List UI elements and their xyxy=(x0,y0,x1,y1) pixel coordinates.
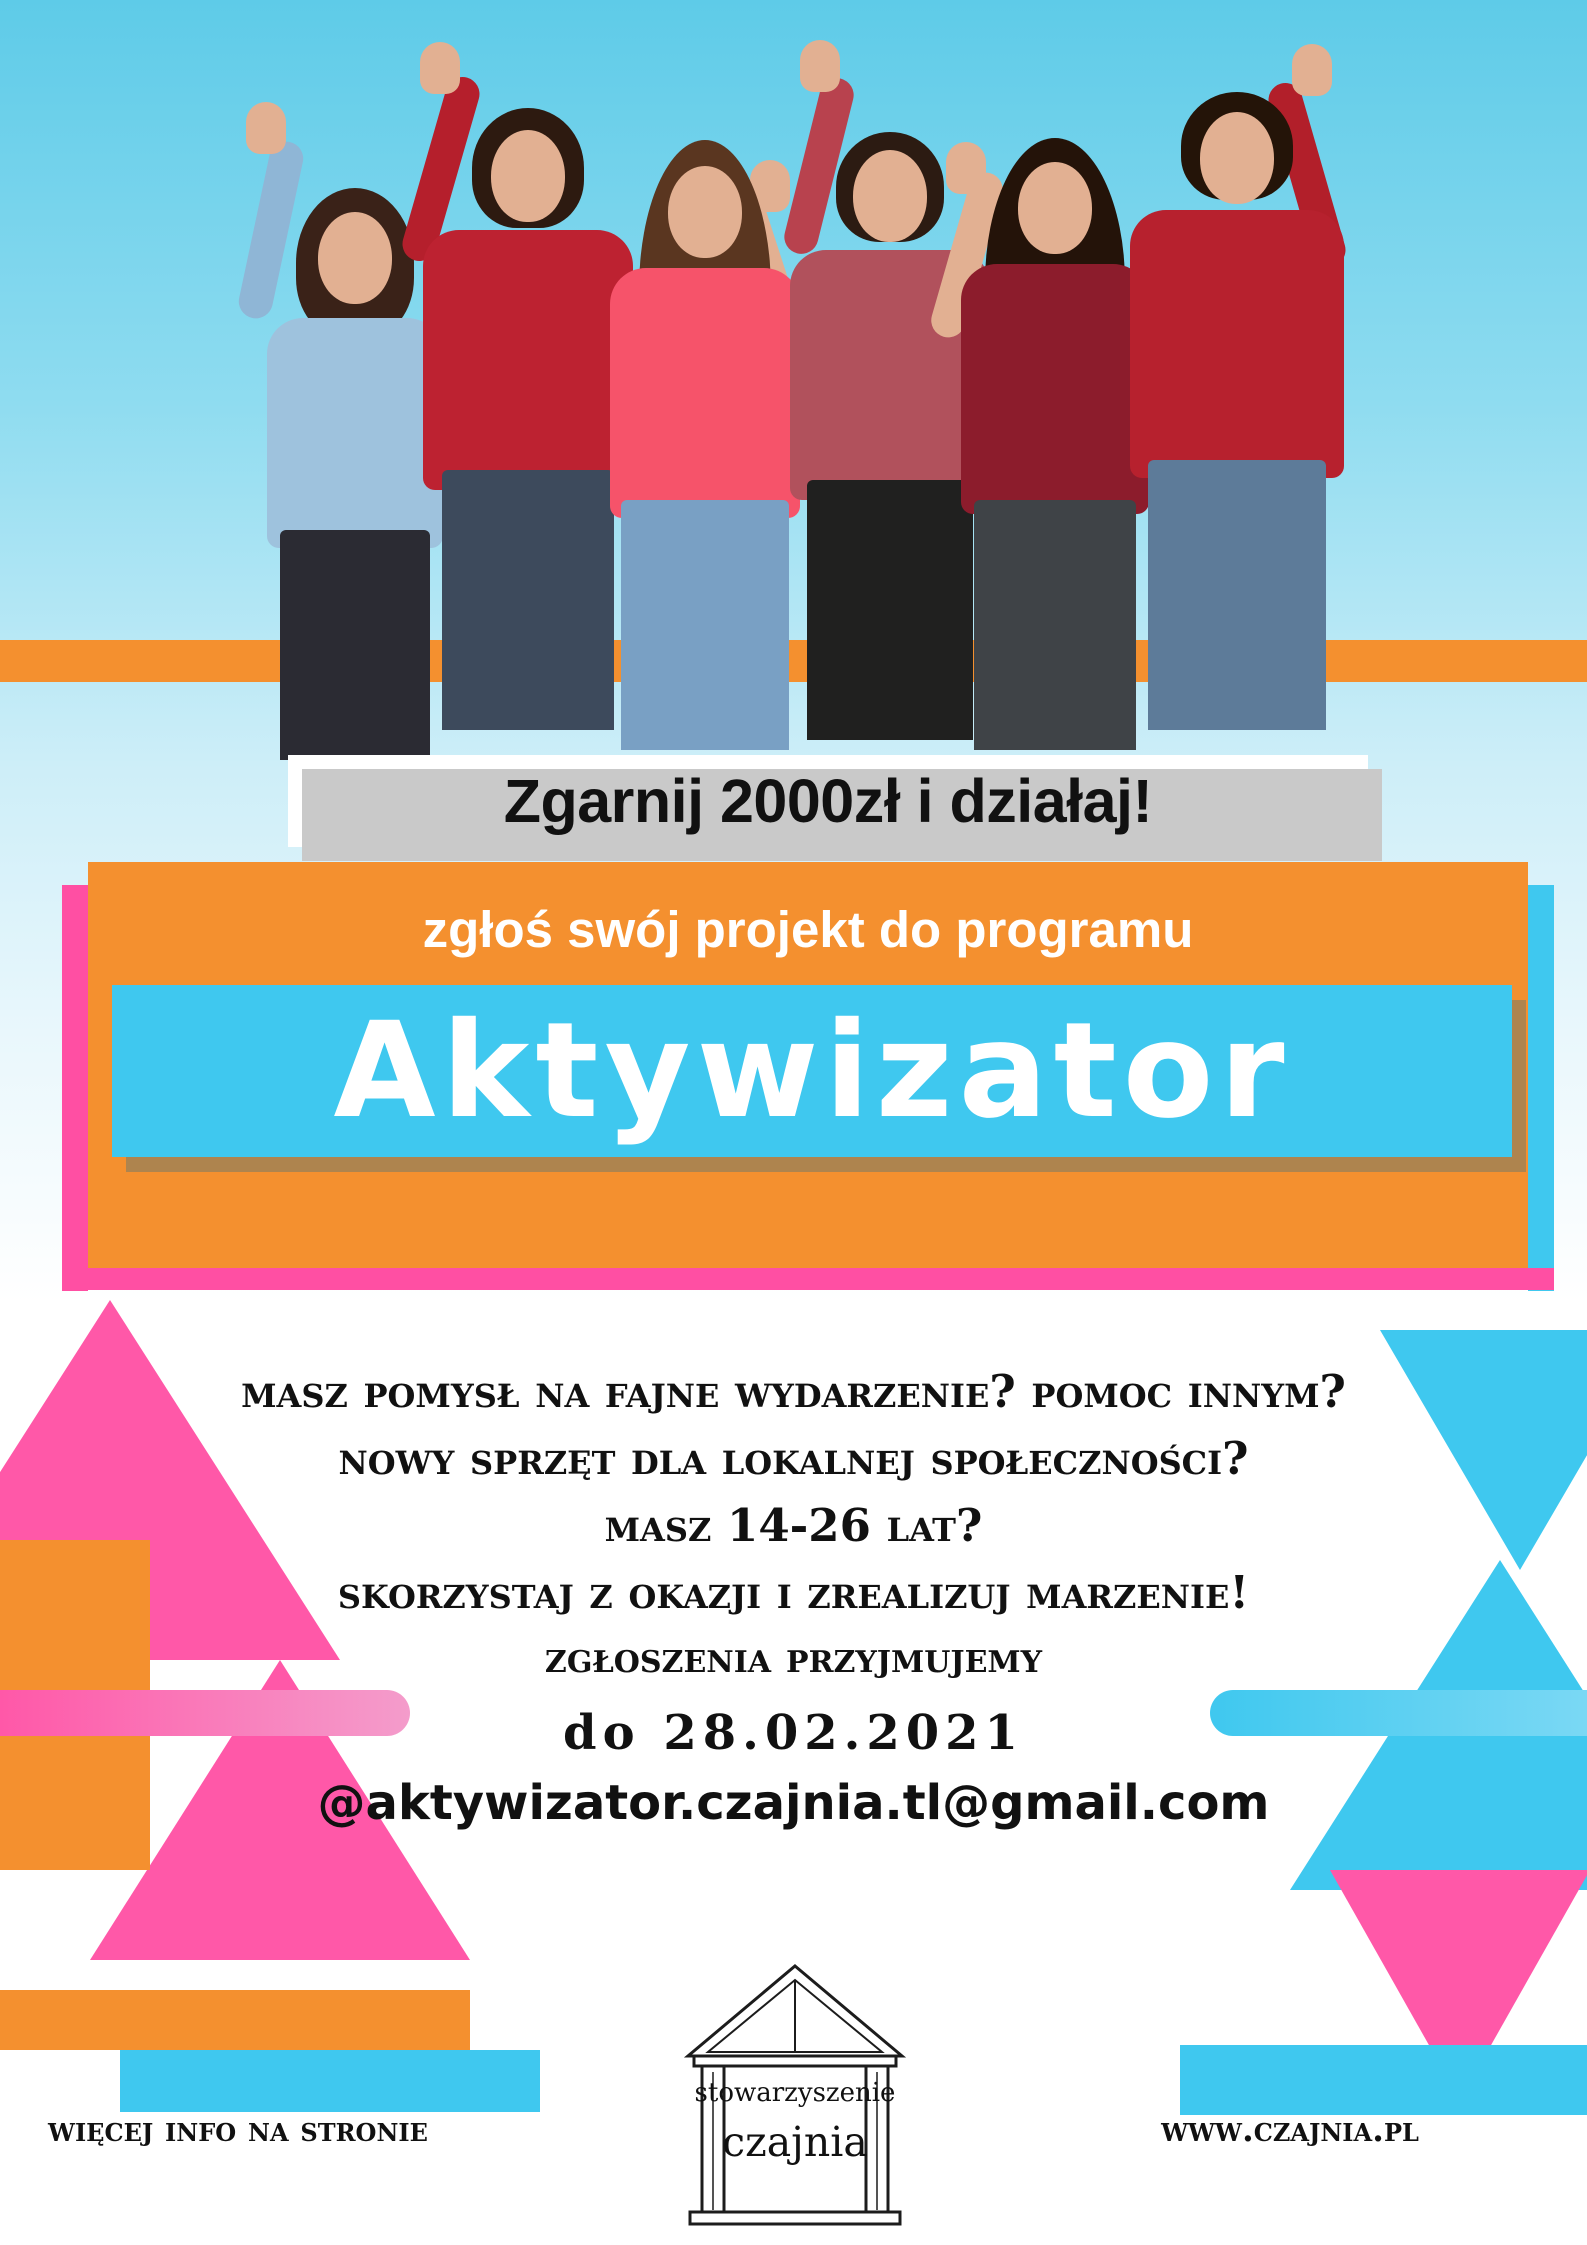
organization-logo xyxy=(650,1960,940,2230)
logo-line-2: czajnia xyxy=(722,2118,868,2166)
photo-person-6 xyxy=(1122,40,1352,740)
decor-accent-pink-bottom xyxy=(62,1268,1554,1290)
footer-more-info: więcej info na stronie xyxy=(48,2110,428,2150)
page-title: Zgarnij 2000zł i działaj! xyxy=(503,767,1153,835)
decor-accent-pink-left xyxy=(62,885,88,1291)
body-copy xyxy=(60,1365,1527,1845)
photo-person-3 xyxy=(600,40,810,740)
decor-bar-cyan-right xyxy=(1180,2045,1587,2115)
copy-line-5: zgłoszenia przyjmujemy xyxy=(544,1633,1043,1683)
group-photo xyxy=(250,20,1370,740)
headline-banner xyxy=(288,755,1368,847)
copy-line-2: nowy sprzęt dla lokalnej społeczności? xyxy=(338,1432,1249,1485)
copy-line-4: skorzystaj z okazji i zrealizuj marzenie! xyxy=(337,1566,1250,1619)
copy-line-1: masz pomysł na fajne wydarzenie? pomoc innym? xyxy=(241,1365,1346,1418)
deadline-date: do 28.02.2021 xyxy=(563,1705,1024,1761)
decor-bar-orange-bottom xyxy=(0,1990,470,2050)
decor-bar-cyan-bottom xyxy=(120,2050,540,2112)
brand-wordmark: Aktywizator xyxy=(333,994,1291,1148)
decor-accent-cyan-right xyxy=(1528,885,1554,1291)
subheadline: zgłoś swój projekt do programu xyxy=(422,901,1194,958)
logo-line-1: stowarzyszenie xyxy=(694,2078,896,2108)
contact-email[interactable]: @aktywizator.czajnia.tl@gmail.com xyxy=(317,1775,1270,1831)
copy-line-3: masz 14-26 lat? xyxy=(604,1499,983,1552)
footer-website[interactable]: www.czajnia.pl xyxy=(1161,2110,1419,2150)
